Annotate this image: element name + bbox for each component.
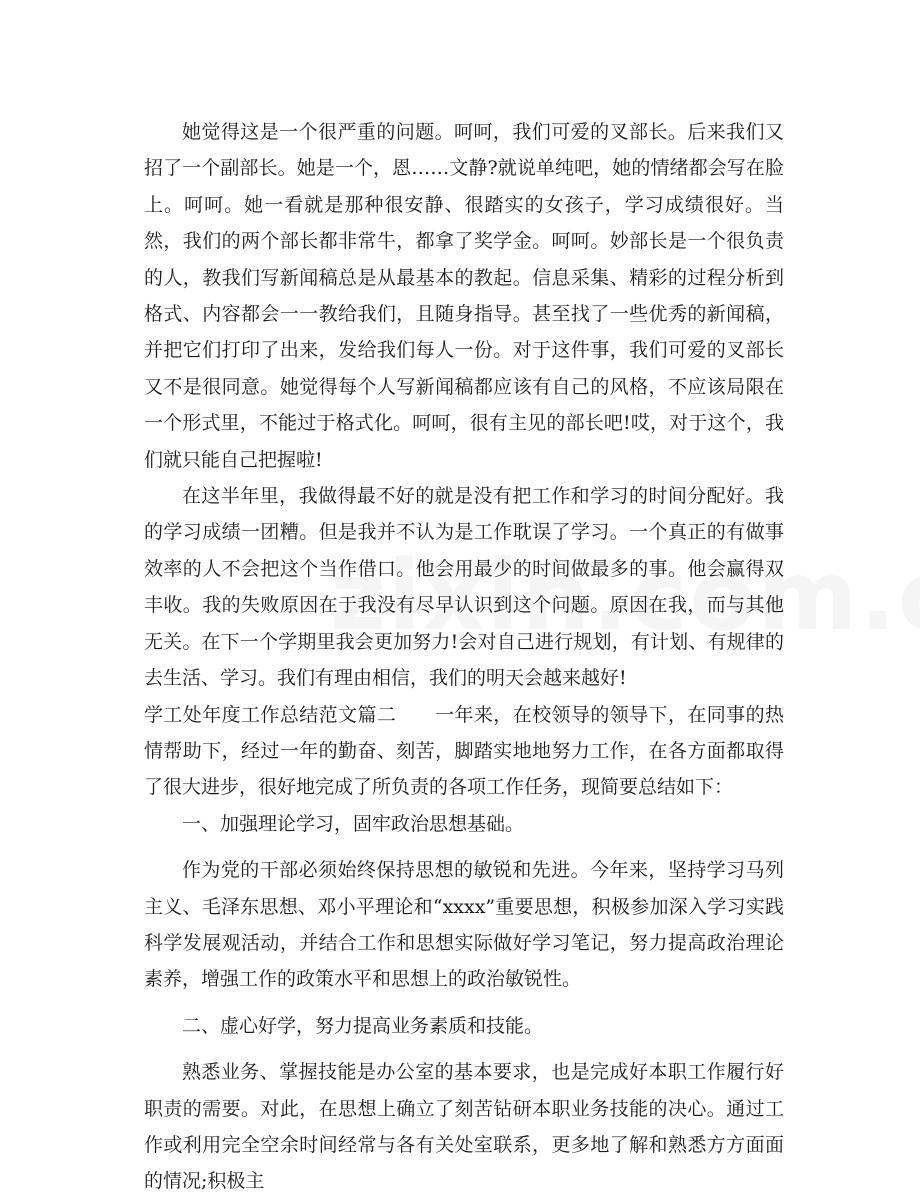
paragraph: 在这半年里，我做得最不好的就是没有把工作和学习的时间分配好。我的学习成绩一团糟。但是我并不认为是工作耽误了学习。一个真正的有做事效率的人不会把这个当作借口。他会用最少的时间做最多的事。他会赢得双丰收。我的失败原因在于我没有尽早认识到这个问题。原因在我，而与其他无关。在下一个学期里我会更加努力!会对自己进行规划，有计划、有规律的去生活、学习。我们有理由相信，我们的明天会越来越好!	[144, 485, 784, 690]
paragraph: 她觉得这是一个很严重的问题。呵呵，我们可爱的叉部长。后来我们又招了一个副部长。她是一个，恩……文静?就说单纯吧，她的情绪都会写在脸上。呵呵。她一看就是那种很安静、很踏实的女孩子，学习成绩很好。当然，我们的两个部长都非常牛，都拿了奖学金。呵呵。妙部长是一个很负责的人，教我们写新闻稿总是从最基本的教起。信息采集、精彩的过程分析到格式、内容都会一一教给我们，且随身指导。甚至找了一些优秀的新闻稿，并把它们打印了出来，发给我们每人一份。对于这件事，我们可爱的叉部长又不是很同意。她觉得每个人写新闻稿都应该有自己的风格，不应该局限在一个形式里，不能过于格式化。呵呵，很有主见的部长吧!哎，对于这个，我们就只能自己把握啦!	[144, 121, 784, 471]
document-body	[144, 114, 784, 1200]
paragraph-subheading: 二、虚心好学，努力提高业务素质和技能。	[182, 1014, 544, 1037]
paragraph: 熟悉业务、掌握技能是办公室的基本要求，也是完成好本职工作履行好职责的需要。对此，在思想上确立了刻苦钻研本职业务技能的决心。通过工作或利用完全空余时间经常与各有关处室联系，更多地了解和熟悉方方面面的情况;积极主	[144, 1061, 784, 1193]
paragraph-subheading: 一、加强理论学习，固牢政治思想基础。	[182, 812, 525, 835]
paragraph-section-heading: 学工处年度工作总结范文篇二 一年来，在校领导的领导下，在同事的热情帮助下，经过一年的勤奋、刻苦，脚踏实地地努力工作，在各方面都取得了很大进步，很好地完成了所负责的各项工作任务，现简要总结如下：	[144, 703, 784, 799]
paragraph: 作为党的干部必须始终保持思想的敏锐和先进。今年来，坚持学习马列主义、毛泽东思想、邓小平理论和“xxxx”重要思想，积极参加深入学习实践科学发展观活动，并结合工作和思想实际做好学习笔记，努力提高政治理论素养，增强工作的政策水平和思想上的政治敏锐性。	[144, 859, 784, 991]
